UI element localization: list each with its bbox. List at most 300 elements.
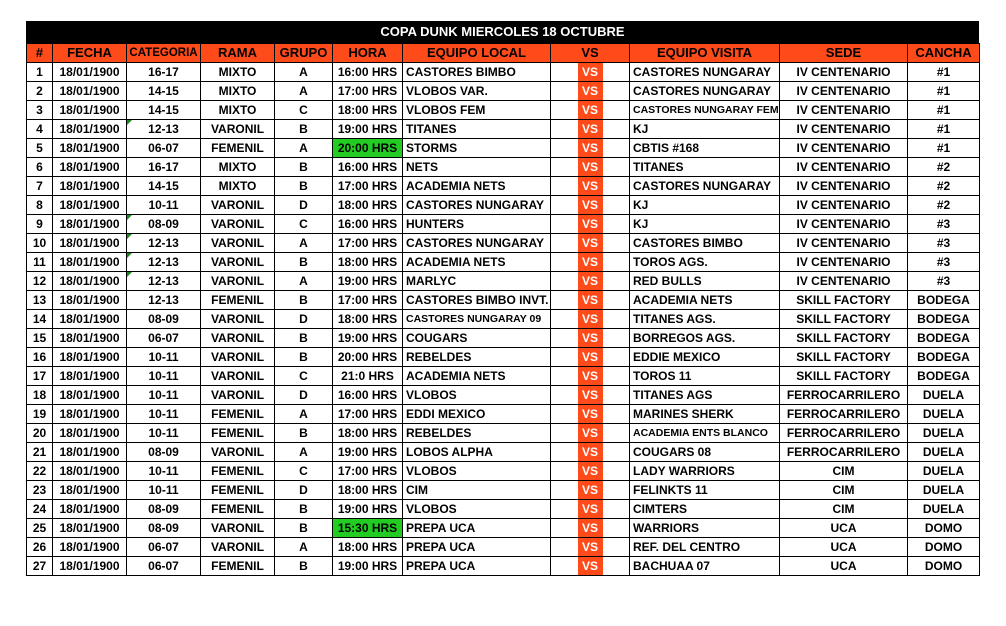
cell-grupo[interactable]: A (275, 82, 333, 101)
cell-number[interactable]: 24 (27, 500, 53, 519)
cell-cancha[interactable]: DOMO (908, 538, 980, 557)
cell-cancha[interactable]: #2 (908, 158, 980, 177)
cell-sede[interactable]: IV CENTENARIO (780, 101, 908, 120)
cell-sede[interactable]: IV CENTENARIO (780, 120, 908, 139)
cell-number[interactable]: 18 (27, 386, 53, 405)
cell-vs[interactable] (551, 177, 630, 196)
cell-number[interactable]: 5 (27, 139, 53, 158)
cell-vs[interactable] (551, 234, 630, 253)
cell-cancha[interactable]: #1 (908, 120, 980, 139)
col-header-fecha[interactable]: FECHA (53, 44, 127, 63)
cell-cancha[interactable]: #1 (908, 139, 980, 158)
cell-rama[interactable]: FEMENIL (201, 481, 275, 500)
cell-sede[interactable]: IV CENTENARIO (780, 196, 908, 215)
cell-equipo-visita[interactable]: LADY WARRIORS (630, 462, 780, 481)
cell-grupo[interactable]: C (275, 462, 333, 481)
cell-equipo-local[interactable]: VLOBOS (403, 500, 551, 519)
cell-sede[interactable]: IV CENTENARIO (780, 272, 908, 291)
cell-number[interactable]: 8 (27, 196, 53, 215)
cell-vs[interactable] (551, 462, 630, 481)
cell-vs[interactable] (551, 500, 630, 519)
cell-cancha[interactable]: DOMO (908, 519, 980, 538)
cell-number[interactable]: 14 (27, 310, 53, 329)
cell-rama[interactable]: VARONIL (201, 329, 275, 348)
cell-categoria[interactable]: 08-09 (127, 310, 201, 329)
cell-number[interactable]: 25 (27, 519, 53, 538)
cell-grupo[interactable]: D (275, 196, 333, 215)
cell-fecha[interactable]: 18/01/1900 (53, 405, 127, 424)
cell-number[interactable]: 7 (27, 177, 53, 196)
cell-hora[interactable]: 17:00 HRS (333, 405, 403, 424)
cell-grupo[interactable]: A (275, 234, 333, 253)
cell-equipo-visita[interactable]: TOROS AGS. (630, 253, 780, 272)
cell-categoria[interactable]: 08-09 (127, 500, 201, 519)
cell-equipo-visita[interactable]: CBTIS #168 (630, 139, 780, 158)
cell-rama[interactable]: VARONIL (201, 310, 275, 329)
cell-equipo-local[interactable]: REBELDES (403, 424, 551, 443)
cell-hora[interactable]: 18:00 HRS (333, 424, 403, 443)
cell-rama[interactable]: VARONIL (201, 367, 275, 386)
cell-equipo-visita[interactable]: FELINKTS 11 (630, 481, 780, 500)
col-header-categoria[interactable]: CATEGORIA (127, 44, 201, 63)
cell-hora[interactable]: 19:00 HRS (333, 557, 403, 576)
cell-equipo-local[interactable]: CIM (403, 481, 551, 500)
cell-cancha[interactable]: #2 (908, 177, 980, 196)
cell-equipo-local[interactable]: VLOBOS (403, 386, 551, 405)
cell-categoria[interactable]: 12-13 (127, 291, 201, 310)
cell-vs[interactable] (551, 63, 630, 82)
cell-vs[interactable] (551, 557, 630, 576)
cell-fecha[interactable]: 18/01/1900 (53, 329, 127, 348)
cell-cancha[interactable]: BODEGA (908, 367, 980, 386)
cell-cancha[interactable]: BODEGA (908, 291, 980, 310)
cell-categoria[interactable]: 12-13 (127, 234, 201, 253)
col-header-equipo-local[interactable]: EQUIPO LOCAL (403, 44, 551, 63)
cell-fecha[interactable]: 18/01/1900 (53, 272, 127, 291)
cell-rama[interactable]: FEMENIL (201, 139, 275, 158)
cell-categoria[interactable]: 10-11 (127, 196, 201, 215)
cell-rama[interactable]: MIXTO (201, 63, 275, 82)
cell-grupo[interactable]: B (275, 329, 333, 348)
cell-fecha[interactable]: 18/01/1900 (53, 82, 127, 101)
cell-vs[interactable] (551, 101, 630, 120)
cell-categoria[interactable]: 16-17 (127, 63, 201, 82)
cell-equipo-visita[interactable]: CASTORES NUNGARAY (630, 63, 780, 82)
cell-equipo-visita[interactable]: COUGARS 08 (630, 443, 780, 462)
cell-fecha[interactable]: 18/01/1900 (53, 177, 127, 196)
cell-equipo-visita[interactable]: ACADEMIA ENTS BLANCO (630, 424, 780, 443)
cell-equipo-local[interactable]: STORMS (403, 139, 551, 158)
cell-equipo-local[interactable]: PREPA UCA (403, 538, 551, 557)
cell-number[interactable]: 12 (27, 272, 53, 291)
cell-grupo[interactable]: D (275, 481, 333, 500)
cell-cancha[interactable]: DUELA (908, 481, 980, 500)
cell-sede[interactable]: UCA (780, 538, 908, 557)
cell-grupo[interactable]: D (275, 386, 333, 405)
cell-categoria[interactable]: 06-07 (127, 538, 201, 557)
cell-rama[interactable]: FEMENIL (201, 424, 275, 443)
cell-equipo-local[interactable]: EDDI MEXICO (403, 405, 551, 424)
cell-cancha[interactable]: DUELA (908, 405, 980, 424)
cell-equipo-visita[interactable]: KJ (630, 215, 780, 234)
cell-equipo-visita[interactable]: REF. DEL CENTRO (630, 538, 780, 557)
cell-cancha[interactable]: DUELA (908, 443, 980, 462)
cell-number[interactable]: 17 (27, 367, 53, 386)
cell-sede[interactable]: IV CENTENARIO (780, 82, 908, 101)
cell-rama[interactable]: VARONIL (201, 120, 275, 139)
cell-sede[interactable]: FERROCARRILERO (780, 443, 908, 462)
cell-cancha[interactable]: #3 (908, 272, 980, 291)
cell-sede[interactable]: UCA (780, 557, 908, 576)
cell-vs[interactable] (551, 310, 630, 329)
cell-categoria[interactable]: 10-11 (127, 462, 201, 481)
cell-fecha[interactable]: 18/01/1900 (53, 291, 127, 310)
cell-equipo-local[interactable]: PREPA UCA (403, 519, 551, 538)
cell-grupo[interactable]: B (275, 424, 333, 443)
cell-number[interactable]: 3 (27, 101, 53, 120)
cell-grupo[interactable]: A (275, 538, 333, 557)
cell-equipo-local[interactable]: CASTORES BIMBO INVT. (403, 291, 551, 310)
cell-hora[interactable]: 19:00 HRS (333, 500, 403, 519)
cell-hora[interactable]: 19:00 HRS (333, 329, 403, 348)
cell-equipo-local[interactable]: REBELDES (403, 348, 551, 367)
cell-sede[interactable]: CIM (780, 500, 908, 519)
cell-sede[interactable]: FERROCARRILERO (780, 405, 908, 424)
cell-grupo[interactable]: D (275, 310, 333, 329)
cell-sede[interactable]: IV CENTENARIO (780, 215, 908, 234)
cell-vs[interactable] (551, 329, 630, 348)
cell-equipo-visita[interactable]: KJ (630, 196, 780, 215)
cell-sede[interactable]: IV CENTENARIO (780, 158, 908, 177)
cell-number[interactable]: 1 (27, 63, 53, 82)
cell-sede[interactable]: IV CENTENARIO (780, 63, 908, 82)
cell-number[interactable]: 9 (27, 215, 53, 234)
col-header-number[interactable]: # (27, 44, 53, 63)
cell-vs[interactable] (551, 424, 630, 443)
cell-vs[interactable] (551, 367, 630, 386)
cell-fecha[interactable]: 18/01/1900 (53, 386, 127, 405)
cell-grupo[interactable]: B (275, 253, 333, 272)
cell-equipo-local[interactable]: CASTORES NUNGARAY 09 (403, 310, 551, 329)
cell-sede[interactable]: CIM (780, 481, 908, 500)
cell-sede[interactable]: FERROCARRILERO (780, 386, 908, 405)
cell-vs[interactable] (551, 348, 630, 367)
cell-categoria[interactable]: 12-13 (127, 272, 201, 291)
cell-equipo-local[interactable]: CASTORES BIMBO (403, 63, 551, 82)
cell-fecha[interactable]: 18/01/1900 (53, 139, 127, 158)
cell-rama[interactable]: FEMENIL (201, 462, 275, 481)
cell-rama[interactable]: MIXTO (201, 101, 275, 120)
cell-cancha[interactable]: DUELA (908, 462, 980, 481)
cell-categoria[interactable]: 10-11 (127, 348, 201, 367)
cell-hora[interactable]: 17:00 HRS (333, 177, 403, 196)
cell-equipo-local[interactable]: VLOBOS VAR. (403, 82, 551, 101)
cell-rama[interactable]: FEMENIL (201, 557, 275, 576)
cell-hora[interactable]: 17:00 HRS (333, 291, 403, 310)
cell-equipo-visita[interactable]: TOROS 11 (630, 367, 780, 386)
cell-hora[interactable]: 18:00 HRS (333, 196, 403, 215)
cell-vs[interactable] (551, 481, 630, 500)
cell-hora[interactable]: 15:30 HRS (333, 519, 403, 538)
cell-categoria[interactable]: 16-17 (127, 158, 201, 177)
cell-cancha[interactable]: #3 (908, 253, 980, 272)
cell-equipo-local[interactable]: MARLYC (403, 272, 551, 291)
cell-rama[interactable]: VARONIL (201, 234, 275, 253)
cell-equipo-local[interactable]: PREPA UCA (403, 557, 551, 576)
cell-equipo-visita[interactable]: RED BULLS (630, 272, 780, 291)
col-header-cancha[interactable]: CANCHA (908, 44, 980, 63)
cell-fecha[interactable]: 18/01/1900 (53, 443, 127, 462)
cell-rama[interactable]: MIXTO (201, 158, 275, 177)
cell-fecha[interactable]: 18/01/1900 (53, 310, 127, 329)
cell-vs[interactable] (551, 519, 630, 538)
cell-cancha[interactable]: #3 (908, 215, 980, 234)
cell-equipo-visita[interactable]: CASTORES BIMBO (630, 234, 780, 253)
cell-grupo[interactable]: A (275, 443, 333, 462)
cell-number[interactable]: 13 (27, 291, 53, 310)
cell-equipo-visita[interactable]: BACHUAA 07 (630, 557, 780, 576)
cell-cancha[interactable]: BODEGA (908, 348, 980, 367)
cell-equipo-visita[interactable]: MARINES SHERK (630, 405, 780, 424)
col-header-rama[interactable]: RAMA (201, 44, 275, 63)
cell-equipo-local[interactable]: CASTORES NUNGARAY (403, 196, 551, 215)
cell-number[interactable]: 21 (27, 443, 53, 462)
cell-fecha[interactable]: 18/01/1900 (53, 63, 127, 82)
cell-cancha[interactable]: #1 (908, 101, 980, 120)
cell-rama[interactable]: VARONIL (201, 538, 275, 557)
cell-sede[interactable]: SKILL FACTORY (780, 348, 908, 367)
cell-cancha[interactable]: DUELA (908, 386, 980, 405)
cell-vs[interactable] (551, 120, 630, 139)
cell-grupo[interactable]: C (275, 215, 333, 234)
cell-fecha[interactable]: 18/01/1900 (53, 234, 127, 253)
cell-sede[interactable]: IV CENTENARIO (780, 234, 908, 253)
cell-sede[interactable]: UCA (780, 519, 908, 538)
cell-categoria[interactable]: 10-11 (127, 405, 201, 424)
cell-cancha[interactable]: DUELA (908, 424, 980, 443)
cell-rama[interactable]: VARONIL (201, 253, 275, 272)
cell-rama[interactable]: MIXTO (201, 82, 275, 101)
cell-fecha[interactable]: 18/01/1900 (53, 196, 127, 215)
cell-equipo-local[interactable]: ACADEMIA NETS (403, 253, 551, 272)
cell-grupo[interactable]: B (275, 177, 333, 196)
cell-fecha[interactable]: 18/01/1900 (53, 367, 127, 386)
cell-equipo-visita[interactable]: CASTORES NUNGARAY (630, 82, 780, 101)
cell-equipo-visita[interactable]: TITANES (630, 158, 780, 177)
cell-rama[interactable]: VARONIL (201, 348, 275, 367)
cell-hora[interactable]: 17:00 HRS (333, 82, 403, 101)
cell-fecha[interactable]: 18/01/1900 (53, 538, 127, 557)
cell-equipo-visita[interactable]: ACADEMIA NETS (630, 291, 780, 310)
cell-cancha[interactable]: BODEGA (908, 329, 980, 348)
cell-grupo[interactable]: B (275, 348, 333, 367)
cell-fecha[interactable]: 18/01/1900 (53, 462, 127, 481)
col-header-equipo-visita[interactable]: EQUIPO VISITA (630, 44, 780, 63)
col-header-vs[interactable]: VS (551, 44, 630, 63)
cell-rama[interactable]: FEMENIL (201, 500, 275, 519)
cell-vs[interactable] (551, 386, 630, 405)
cell-sede[interactable]: SKILL FACTORY (780, 291, 908, 310)
cell-sede[interactable]: IV CENTENARIO (780, 177, 908, 196)
cell-rama[interactable]: VARONIL (201, 272, 275, 291)
cell-grupo[interactable]: C (275, 367, 333, 386)
cell-sede[interactable]: SKILL FACTORY (780, 310, 908, 329)
cell-cancha[interactable]: #3 (908, 234, 980, 253)
cell-rama[interactable]: FEMENIL (201, 291, 275, 310)
cell-rama[interactable]: VARONIL (201, 519, 275, 538)
cell-vs[interactable] (551, 158, 630, 177)
cell-equipo-local[interactable]: LOBOS ALPHA (403, 443, 551, 462)
cell-cancha[interactable]: #1 (908, 63, 980, 82)
cell-grupo[interactable]: B (275, 500, 333, 519)
cell-categoria[interactable]: 12-13 (127, 253, 201, 272)
cell-number[interactable]: 19 (27, 405, 53, 424)
cell-number[interactable]: 11 (27, 253, 53, 272)
cell-vs[interactable] (551, 215, 630, 234)
cell-fecha[interactable]: 18/01/1900 (53, 253, 127, 272)
cell-equipo-visita[interactable]: EDDIE MEXICO (630, 348, 780, 367)
col-header-sede[interactable]: SEDE (780, 44, 908, 63)
cell-vs[interactable] (551, 139, 630, 158)
cell-categoria[interactable]: 14-15 (127, 82, 201, 101)
cell-sede[interactable]: CIM (780, 462, 908, 481)
cell-equipo-local[interactable]: TITANES (403, 120, 551, 139)
cell-cancha[interactable]: #1 (908, 82, 980, 101)
cell-equipo-visita[interactable]: KJ (630, 120, 780, 139)
cell-hora[interactable]: 19:00 HRS (333, 272, 403, 291)
cell-grupo[interactable]: A (275, 63, 333, 82)
cell-hora[interactable]: 17:00 HRS (333, 462, 403, 481)
cell-equipo-visita[interactable]: CASTORES NUNGARAY FEM (630, 101, 780, 120)
cell-rama[interactable]: FEMENIL (201, 405, 275, 424)
cell-grupo[interactable]: B (275, 519, 333, 538)
cell-categoria[interactable]: 14-15 (127, 101, 201, 120)
cell-hora[interactable]: 18:00 HRS (333, 253, 403, 272)
cell-number[interactable]: 2 (27, 82, 53, 101)
cell-number[interactable]: 23 (27, 481, 53, 500)
cell-hora[interactable]: 18:00 HRS (333, 101, 403, 120)
cell-fecha[interactable]: 18/01/1900 (53, 557, 127, 576)
cell-categoria[interactable]: 06-07 (127, 557, 201, 576)
cell-number[interactable]: 22 (27, 462, 53, 481)
cell-equipo-visita[interactable]: WARRIORS (630, 519, 780, 538)
cell-equipo-local[interactable]: ACADEMIA NETS (403, 367, 551, 386)
cell-fecha[interactable]: 18/01/1900 (53, 101, 127, 120)
cell-vs[interactable] (551, 538, 630, 557)
cell-number[interactable]: 27 (27, 557, 53, 576)
cell-cancha[interactable]: BODEGA (908, 310, 980, 329)
cell-categoria[interactable]: 14-15 (127, 177, 201, 196)
cell-categoria[interactable]: 08-09 (127, 215, 201, 234)
cell-vs[interactable] (551, 272, 630, 291)
cell-cancha[interactable]: #2 (908, 196, 980, 215)
cell-vs[interactable] (551, 405, 630, 424)
cell-sede[interactable]: FERROCARRILERO (780, 424, 908, 443)
cell-sede[interactable]: IV CENTENARIO (780, 139, 908, 158)
cell-hora[interactable]: 18:00 HRS (333, 310, 403, 329)
cell-equipo-local[interactable]: CASTORES NUNGARAY (403, 234, 551, 253)
cell-grupo[interactable]: A (275, 139, 333, 158)
cell-rama[interactable]: VARONIL (201, 215, 275, 234)
cell-equipo-local[interactable]: VLOBOS FEM (403, 101, 551, 120)
cell-vs[interactable] (551, 82, 630, 101)
cell-cancha[interactable]: DUELA (908, 500, 980, 519)
cell-equipo-local[interactable]: ACADEMIA NETS (403, 177, 551, 196)
cell-equipo-local[interactable]: NETS (403, 158, 551, 177)
cell-categoria[interactable]: 08-09 (127, 519, 201, 538)
cell-hora[interactable]: 20:00 HRS (333, 139, 403, 158)
col-header-hora[interactable]: HORA (333, 44, 403, 63)
cell-grupo[interactable]: A (275, 272, 333, 291)
cell-hora[interactable]: 16:00 HRS (333, 63, 403, 82)
cell-grupo[interactable]: B (275, 158, 333, 177)
cell-number[interactable]: 15 (27, 329, 53, 348)
cell-equipo-visita[interactable]: TITANES AGS. (630, 310, 780, 329)
cell-rama[interactable]: VARONIL (201, 386, 275, 405)
cell-sede[interactable]: IV CENTENARIO (780, 253, 908, 272)
cell-hora[interactable]: 17:00 HRS (333, 234, 403, 253)
cell-equipo-visita[interactable]: BORREGOS AGS. (630, 329, 780, 348)
cell-sede[interactable]: SKILL FACTORY (780, 367, 908, 386)
cell-equipo-local[interactable]: VLOBOS (403, 462, 551, 481)
cell-hora[interactable]: 16:00 HRS (333, 386, 403, 405)
cell-categoria[interactable]: 08-09 (127, 443, 201, 462)
cell-sede[interactable]: SKILL FACTORY (780, 329, 908, 348)
cell-hora[interactable]: 16:00 HRS (333, 215, 403, 234)
cell-equipo-local[interactable]: HUNTERS (403, 215, 551, 234)
cell-grupo[interactable]: B (275, 557, 333, 576)
cell-fecha[interactable]: 18/01/1900 (53, 120, 127, 139)
cell-rama[interactable]: VARONIL (201, 443, 275, 462)
cell-number[interactable]: 20 (27, 424, 53, 443)
cell-number[interactable]: 26 (27, 538, 53, 557)
cell-fecha[interactable]: 18/01/1900 (53, 348, 127, 367)
cell-number[interactable]: 16 (27, 348, 53, 367)
cell-vs[interactable] (551, 253, 630, 272)
cell-vs[interactable] (551, 443, 630, 462)
cell-rama[interactable]: MIXTO (201, 177, 275, 196)
cell-equipo-visita[interactable]: TITANES AGS (630, 386, 780, 405)
cell-fecha[interactable]: 18/01/1900 (53, 481, 127, 500)
cell-categoria[interactable]: 10-11 (127, 481, 201, 500)
cell-hora[interactable]: 16:00 HRS (333, 158, 403, 177)
cell-number[interactable]: 6 (27, 158, 53, 177)
cell-grupo[interactable]: B (275, 291, 333, 310)
cell-fecha[interactable]: 18/01/1900 (53, 158, 127, 177)
cell-hora[interactable]: 18:00 HRS (333, 481, 403, 500)
cell-hora[interactable]: 21:0 HRS (333, 367, 403, 386)
cell-grupo[interactable]: A (275, 405, 333, 424)
cell-grupo[interactable]: C (275, 101, 333, 120)
cell-equipo-visita[interactable]: CIMTERS (630, 500, 780, 519)
cell-grupo[interactable]: B (275, 120, 333, 139)
cell-rama[interactable]: VARONIL (201, 196, 275, 215)
cell-hora[interactable]: 18:00 HRS (333, 538, 403, 557)
cell-categoria[interactable]: 10-11 (127, 367, 201, 386)
cell-categoria[interactable]: 06-07 (127, 139, 201, 158)
cell-categoria[interactable]: 10-11 (127, 386, 201, 405)
cell-cancha[interactable]: DOMO (908, 557, 980, 576)
cell-vs[interactable] (551, 196, 630, 215)
cell-number[interactable]: 4 (27, 120, 53, 139)
cell-categoria[interactable]: 06-07 (127, 329, 201, 348)
cell-fecha[interactable]: 18/01/1900 (53, 500, 127, 519)
cell-equipo-visita[interactable]: CASTORES NUNGARAY (630, 177, 780, 196)
col-header-grupo[interactable]: GRUPO (275, 44, 333, 63)
cell-vs[interactable] (551, 291, 630, 310)
cell-equipo-local[interactable]: COUGARS (403, 329, 551, 348)
cell-fecha[interactable]: 18/01/1900 (53, 519, 127, 538)
